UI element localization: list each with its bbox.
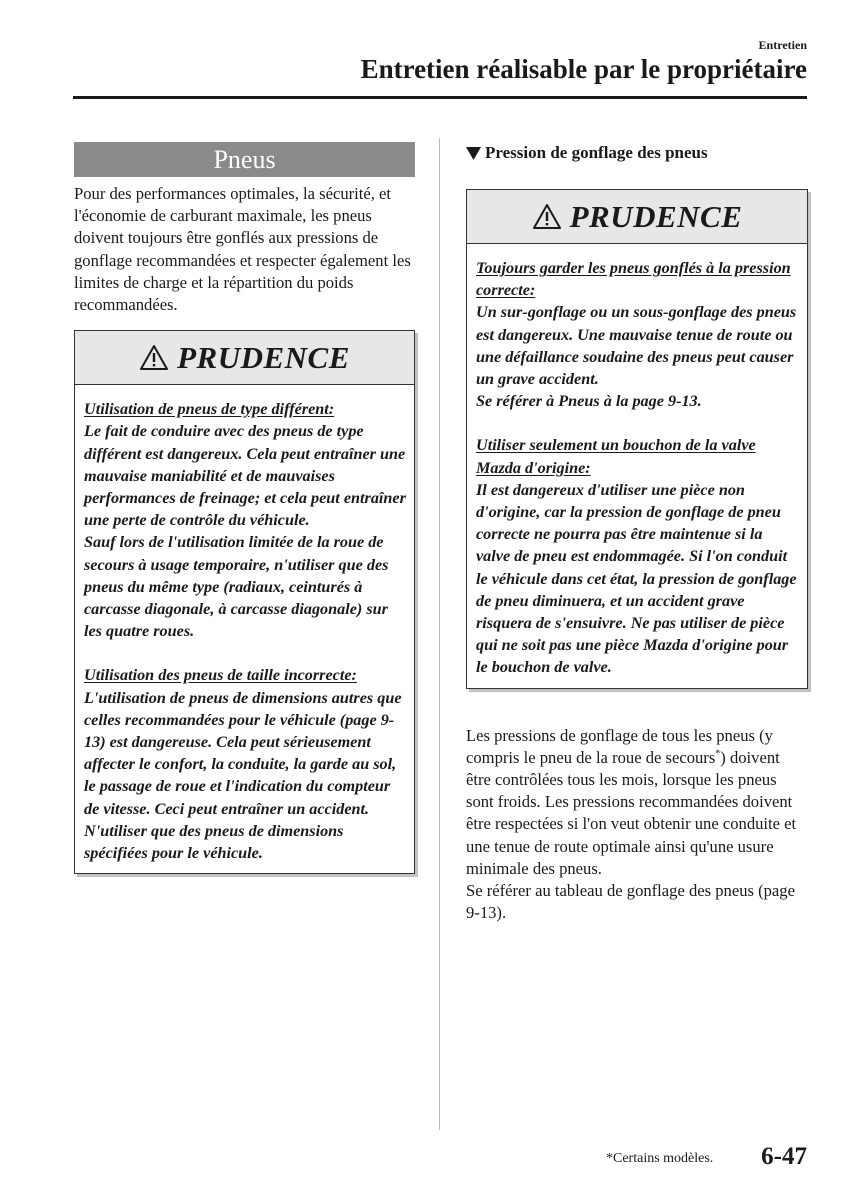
section-heading-pneus: Pneus bbox=[74, 142, 415, 177]
header-section-label: Entretien bbox=[758, 38, 807, 52]
intro-paragraph: Pour des performances optimales, la sécurité, et l'économie de carburant maximale, les pneus doivent toujours être gonflés aux pressions de gonflage recommandées et respecter également les limites de charge et la répartition du poids recommandées. bbox=[74, 184, 411, 315]
caution-subtitle: Utilisation des pneus de taille incorrecte: bbox=[84, 666, 357, 685]
caution-title: PRUDENCE bbox=[177, 339, 350, 375]
pressure-text-b: ) doivent être contrôlées tous les mois, lorsque les pneus sont froids. Les pressions recommandées doivent être respectées si l'on veut obtenir une conduite et une tenue de route optimale ainsi qu'une usure minimale des pneus. bbox=[466, 747, 797, 878]
caution-text: Il est dangereux d'utiliser une pièce non d'origine, car la pression de gonflage de pneu correcte ne pourra pas être maintenue si la valve de pneu est endommagée. Si l'on conduit le véhicule dans cet état, la pression de gonflage de pneu diminuera, et un accident grave risquera de s'ensuivre. Ne pas utiliser de pièce qui ne soit pas une pièce Mazda d'origine pour le bouchon de valve. bbox=[476, 480, 797, 677]
page-title: Entretien réalisable par le propriétaire bbox=[360, 54, 807, 84]
caution-text: Se référer à Pneus à la page 9-13. bbox=[476, 392, 702, 411]
caution-subtitle: Utilisation de pneus de type différent: bbox=[84, 400, 335, 419]
caution-header bbox=[467, 190, 807, 244]
caution-body bbox=[75, 385, 414, 873]
down-triangle-icon bbox=[466, 147, 481, 160]
caution-header bbox=[75, 331, 414, 385]
caution-body bbox=[467, 244, 807, 688]
warning-triangle-icon bbox=[139, 344, 169, 371]
column-divider bbox=[439, 138, 440, 1130]
header-rule bbox=[73, 96, 807, 99]
footnote-mark: * bbox=[715, 748, 721, 760]
caution-box-left bbox=[74, 330, 415, 874]
caution-text: Le fait de conduire avec des pneus de type différent est dangereux. Cela peut entraîner une mauvaise maniabilité et de mauvaises performances de freinage; et cela peut entraîner une perte de contrôle du véhicule. bbox=[84, 422, 406, 530]
page-number: 6-47 bbox=[761, 1143, 807, 1170]
subheading-pression bbox=[466, 142, 808, 164]
caution-box-right bbox=[466, 189, 808, 689]
warning-triangle-icon bbox=[532, 203, 562, 230]
pressure-paragraph bbox=[466, 725, 808, 880]
left-column bbox=[74, 142, 415, 874]
right-column bbox=[466, 142, 808, 924]
reference-paragraph: Se référer au tableau de gonflage des pneus (page 9-13). bbox=[466, 881, 795, 923]
caution-title: PRUDENCE bbox=[569, 198, 743, 234]
footnote: *Certains modèles. bbox=[606, 1151, 714, 1166]
pressure-text-a: Les pressions de gonflage de tous les pneus (y compris le pneu de la roue de secours bbox=[466, 725, 773, 767]
caution-subtitle: Toujours garder les pneus gonflés à la pression correcte: bbox=[476, 259, 791, 300]
caution-text: Un sur-gonflage ou un sous-gonflage des pneus est dangereux. Une mauvaise tenue de route ou une défaillance soudaine des pneus peut causer un grave accident. bbox=[476, 303, 797, 389]
subheading-text: Pression de gonflage des pneus bbox=[485, 143, 708, 162]
caution-text: Sauf lors de l'utilisation limitée de la roue de secours à usage temporaire, n'utiliser que des pneus du même type (radiaux, ceinturés à carcasse diagonale, à carcasse diagonale) sur les quatre roues. bbox=[84, 533, 389, 641]
caution-subtitle: Utiliser seulement un bouchon de la valve Mazda d'origine: bbox=[476, 436, 756, 477]
caution-text: L'utilisation de pneus de dimensions autres que celles recommandées pour le véhicule (page 9-13) est dangereuse. Cela peut sérieusement affecter le confort, la conduite, la garde au sol, le passage de roue et l'indication du compteur de vitesse. Ceci peut entraîner un accident. N'utiliser que des pneus de dimensions spécifiées pour le véhicule. bbox=[84, 688, 402, 863]
